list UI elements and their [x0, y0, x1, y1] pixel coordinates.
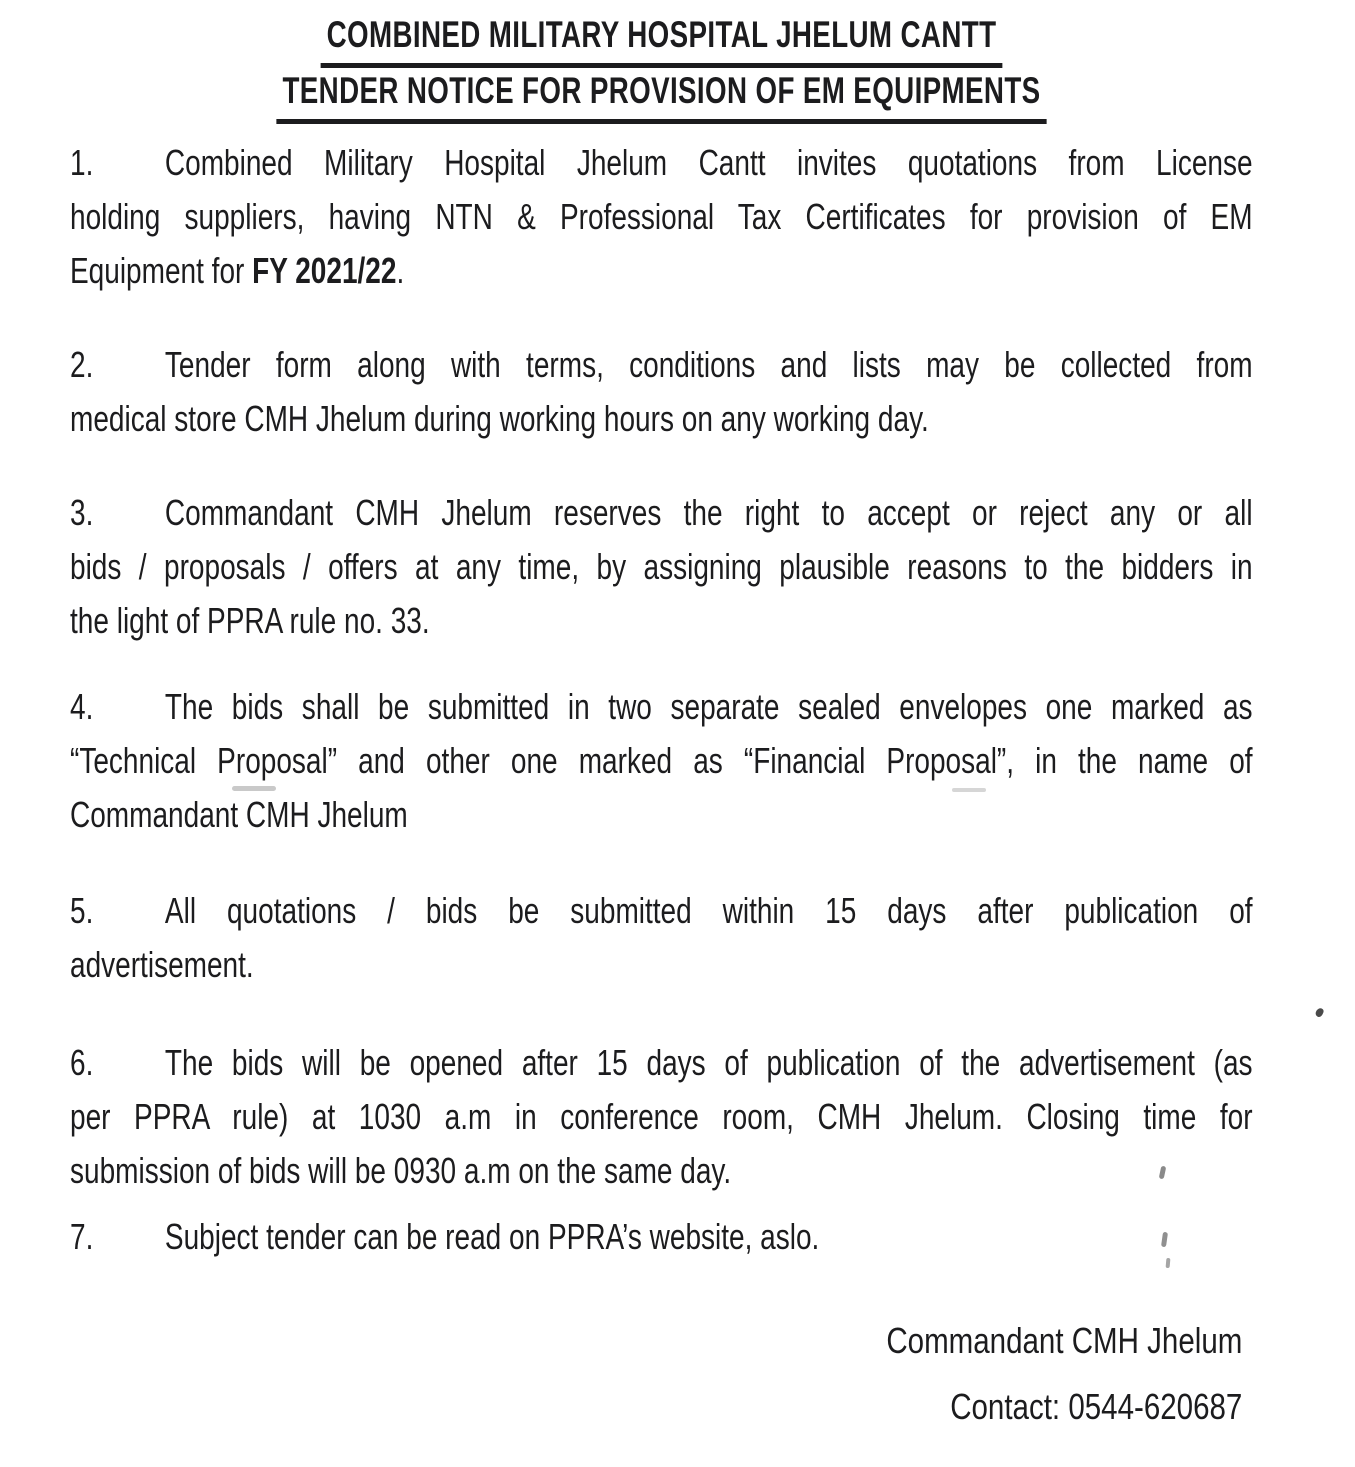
paragraph-number: 4.	[70, 686, 94, 727]
document-content-column	[70, 10, 1253, 1434]
text-line: 7. Subject tender can be read on PPRA’s website, aslo.	[70, 1210, 1253, 1264]
paragraph	[70, 486, 1253, 648]
text-line: “Technical Proposal” and other one marked as “Financial Proposal”, in the name of	[70, 740, 1253, 781]
title-underlined-text: TENDER NOTICE FOR PROVISION OF EM EQUIPMENTS	[276, 66, 1046, 124]
paragraph-list	[70, 136, 1253, 1264]
text-line: advertisement.	[70, 944, 254, 985]
paragraph-number: 7.	[70, 1216, 94, 1257]
text-line: 3. Commandant CMH Jhelum reserves the right to accept or reject any or all	[70, 486, 1253, 540]
paragraph	[70, 136, 1253, 298]
signature-line: Commandant CMH Jhelum	[886, 1320, 1243, 1361]
paragraph-number: 3.	[70, 492, 94, 533]
text-line: 4. The bids shall be submitted in two separate sealed envelopes one marked as	[70, 680, 1253, 734]
paragraph	[70, 1036, 1253, 1198]
paragraph	[70, 680, 1253, 842]
text-line: per PPRA rule) at 1030 a.m in conference room, CMH Jhelum. Closing time for	[70, 1096, 1253, 1137]
text-line: the light of PPRA rule no. 33.	[70, 600, 430, 641]
text-line: 5. All quotations / bids be submitted within 15 days after publication of	[70, 884, 1253, 938]
paragraph	[70, 338, 1253, 446]
text-line: medical store CMH Jhelum during working hours on any working day.	[70, 398, 929, 439]
text-line: Equipment for FY 2021/22.	[70, 250, 405, 291]
signature-block	[70, 1314, 1253, 1434]
title-underlined-text: COMBINED MILITARY HOSPITAL JHELUM CANTT	[321, 10, 1003, 68]
document-title-line-1	[218, 10, 1105, 60]
paragraph	[70, 884, 1253, 992]
text-line: Commandant CMH Jhelum	[70, 794, 408, 835]
contact-line: Contact: 0544-620687	[950, 1386, 1243, 1427]
text-line: 1. Combined Military Hospital Jhelum Cantt invites quotations from License	[70, 136, 1253, 190]
text-line: bids / proposals / offers at any time, by assigning plausible reasons to the bidders in	[70, 546, 1253, 587]
document-title-line-2	[218, 66, 1105, 116]
paragraph-number: 5.	[70, 890, 94, 931]
text-line: holding suppliers, having NTN & Professional Tax Certificates for provision of EM	[70, 196, 1253, 237]
paragraph	[70, 1210, 1253, 1264]
paragraph-number: 2.	[70, 344, 94, 385]
paragraph-number: 6.	[70, 1042, 94, 1083]
paragraph-number: 1.	[70, 142, 94, 183]
text-line: 6. The bids will be opened after 15 days of publication of the advertisement (as	[70, 1036, 1253, 1090]
text-line: submission of bids will be 0930 a.m on the same day.	[70, 1150, 732, 1191]
text-line: 2. Tender form along with terms, conditions and lists may be collected from	[70, 338, 1253, 392]
scan-artifact	[1314, 1007, 1324, 1018]
bold-text: FY 2021/22	[252, 250, 397, 291]
